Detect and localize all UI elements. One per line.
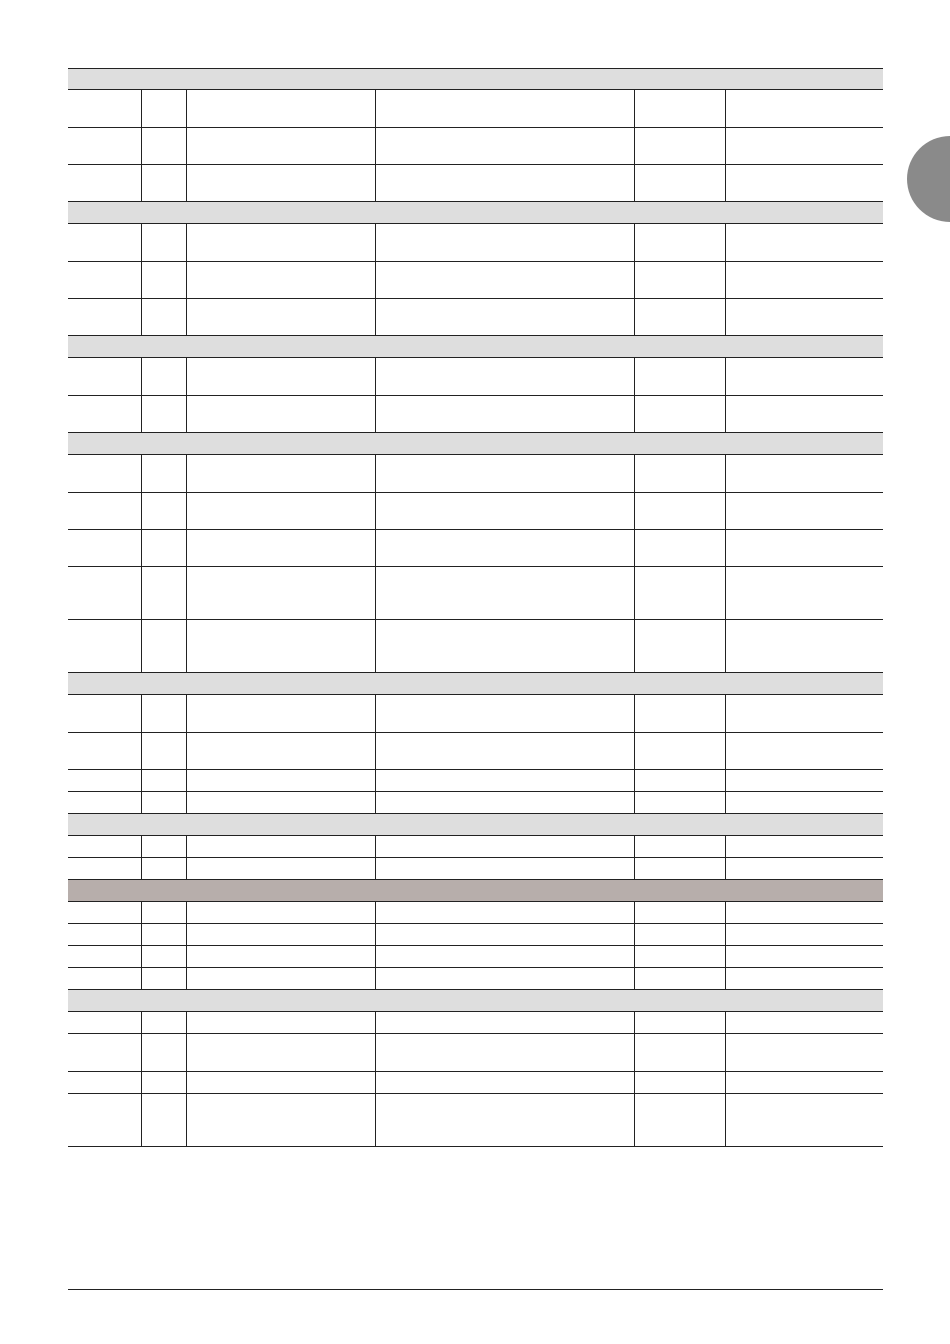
column-rule [634,1012,635,1033]
table-row [68,1072,883,1094]
column-rule [141,299,142,335]
column-rule [186,968,187,989]
column-rule [141,455,142,492]
column-rule [141,358,142,395]
section-header [68,202,883,224]
table-row [68,530,883,567]
column-rule [725,530,726,566]
column-rule [186,695,187,732]
column-rule [725,1072,726,1093]
column-rule [634,224,635,261]
spec-table [68,68,883,1147]
column-rule [634,128,635,164]
column-rule [634,620,635,672]
column-rule [186,262,187,298]
column-rule [141,620,142,672]
table-row [68,968,883,990]
column-rule [725,493,726,529]
column-rule [141,695,142,732]
column-rule [725,396,726,432]
column-rule [634,493,635,529]
column-rule [186,165,187,201]
column-rule [725,1094,726,1146]
table-row [68,262,883,299]
column-rule [634,1034,635,1071]
column-rule [375,1012,376,1033]
column-rule [375,695,376,732]
table-row [68,836,883,858]
column-rule [141,493,142,529]
column-rule [186,128,187,164]
table-row [68,620,883,673]
column-rule [725,902,726,923]
table-row [68,224,883,262]
column-rule [186,358,187,395]
column-rule [186,1094,187,1146]
chapter-thumb-tab [907,136,950,222]
column-rule [725,165,726,201]
column-rule [141,1072,142,1093]
column-rule [186,1072,187,1093]
column-rule [186,733,187,769]
column-rule [725,1034,726,1071]
section-header [68,336,883,358]
column-rule [375,968,376,989]
column-rule [725,224,726,261]
column-rule [186,902,187,923]
column-rule [186,836,187,857]
column-rule [375,299,376,335]
column-rule [141,396,142,432]
column-rule [141,530,142,566]
column-rule [186,299,187,335]
column-rule [634,968,635,989]
column-rule [634,1072,635,1093]
column-rule [634,836,635,857]
column-rule [725,567,726,619]
column-rule [141,946,142,967]
column-rule [725,792,726,813]
column-rule [375,396,376,432]
column-rule [375,902,376,923]
column-rule [186,1012,187,1033]
column-rule [634,299,635,335]
section-header [68,990,883,1012]
table-row [68,770,883,792]
table-row [68,455,883,493]
section-header [68,68,883,90]
column-rule [634,733,635,769]
column-rule [725,358,726,395]
column-rule [375,733,376,769]
table-row [68,792,883,814]
column-rule [375,530,376,566]
table-row [68,1034,883,1072]
table-row [68,90,883,128]
column-rule [375,90,376,127]
column-rule [725,455,726,492]
column-rule [375,858,376,879]
column-rule [634,358,635,395]
column-rule [725,620,726,672]
column-rule [141,968,142,989]
column-rule [186,224,187,261]
column-rule [375,792,376,813]
column-rule [634,90,635,127]
column-rule [186,493,187,529]
column-rule [634,695,635,732]
table-row [68,1012,883,1034]
table-row [68,358,883,396]
section-header [68,880,883,902]
column-rule [186,770,187,791]
column-rule [186,396,187,432]
column-rule [725,695,726,732]
column-rule [375,620,376,672]
column-rule [141,1012,142,1033]
column-rule [375,224,376,261]
table-row [68,858,883,880]
column-rule [725,858,726,879]
column-rule [141,567,142,619]
column-rule [375,262,376,298]
column-rule [725,262,726,298]
column-rule [375,358,376,395]
column-rule [634,396,635,432]
table-row [68,396,883,433]
column-rule [141,128,142,164]
section-header [68,433,883,455]
column-rule [141,262,142,298]
column-rule [375,1034,376,1071]
column-rule [634,567,635,619]
column-rule [141,836,142,857]
column-rule [725,968,726,989]
column-rule [375,128,376,164]
table-row [68,695,883,733]
column-rule [375,1072,376,1093]
column-rule [186,792,187,813]
column-rule [634,858,635,879]
table-row [68,165,883,202]
column-rule [141,924,142,945]
column-rule [634,262,635,298]
table-row [68,924,883,946]
column-rule [375,946,376,967]
column-rule [186,858,187,879]
column-rule [141,1094,142,1146]
column-rule [375,836,376,857]
column-rule [186,1034,187,1071]
column-rule [375,455,376,492]
column-rule [186,946,187,967]
column-rule [141,858,142,879]
table-row [68,567,883,620]
column-rule [725,1012,726,1033]
column-rule [375,1094,376,1146]
table-row [68,733,883,770]
column-rule [634,1094,635,1146]
column-rule [141,1034,142,1071]
column-rule [725,90,726,127]
column-rule [375,493,376,529]
column-rule [186,530,187,566]
table-row [68,946,883,968]
column-rule [375,770,376,791]
column-rule [725,128,726,164]
column-rule [634,455,635,492]
column-rule [634,792,635,813]
column-rule [634,530,635,566]
column-rule [634,902,635,923]
column-rule [186,90,187,127]
column-rule [186,567,187,619]
column-rule [141,90,142,127]
column-rule [375,924,376,945]
column-rule [141,792,142,813]
column-rule [725,770,726,791]
column-rule [186,620,187,672]
column-rule [141,770,142,791]
column-rule [725,924,726,945]
column-rule [141,224,142,261]
column-rule [634,924,635,945]
section-header [68,814,883,836]
table-row [68,128,883,165]
column-rule [141,902,142,923]
column-rule [725,733,726,769]
table-row [68,902,883,924]
table-row [68,493,883,530]
column-rule [375,567,376,619]
table-row [68,1094,883,1147]
column-rule [186,455,187,492]
column-rule [634,165,635,201]
column-rule [725,946,726,967]
section-header [68,673,883,695]
column-rule [375,165,376,201]
column-rule [186,924,187,945]
footer-rule [68,1289,883,1290]
column-rule [141,165,142,201]
table-row [68,299,883,336]
column-rule [725,836,726,857]
column-rule [634,946,635,967]
column-rule [725,299,726,335]
column-rule [634,770,635,791]
column-rule [141,733,142,769]
